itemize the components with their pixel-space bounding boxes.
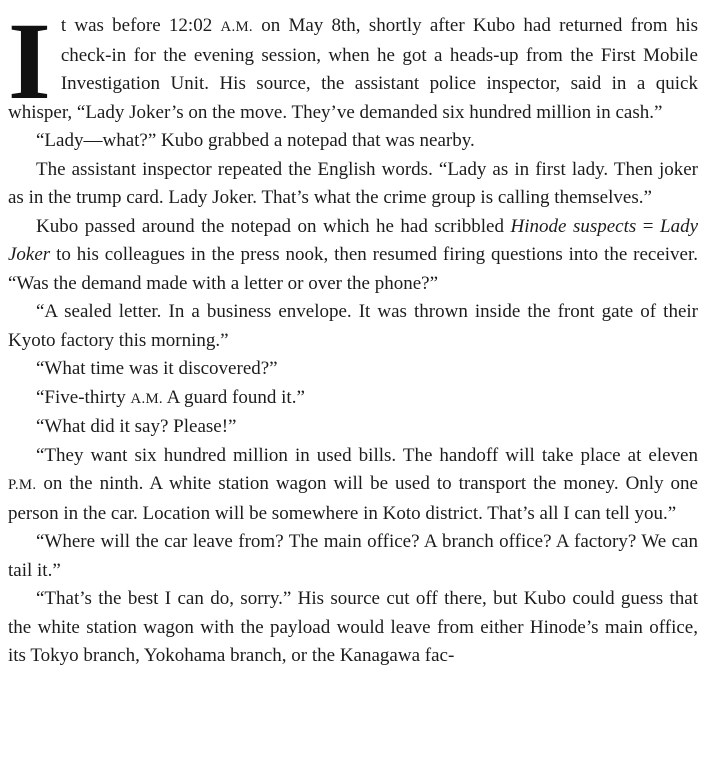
text-run: “Lady—what?” Kubo grabbed a notepad that was nearby. [36, 130, 475, 151]
text-run: on the ninth. A white station wagon will be used to transport the money. Only one person in the car. Location will be somewhere in Koto district. That’s all I can tell you.” [8, 473, 698, 524]
paragraph [8, 127, 698, 156]
italic-text-run: Lady Joker [8, 215, 699, 265]
text-run: A guard found it.” [162, 386, 305, 408]
paragraph [8, 156, 698, 213]
paragraph [8, 384, 698, 414]
paragraph [8, 298, 698, 355]
drop-cap-letter: I [8, 0, 51, 122]
smallcaps-text-run: P.M. [8, 477, 37, 493]
italic-text-run: Hinode suspects [510, 215, 637, 237]
text-run: Kubo passed around the notepad on which he had scribbled [36, 215, 511, 237]
text-run: “Five-thirty [36, 386, 131, 408]
text-run: “A sealed letter. In a business envelope. It was thrown inside the front gate of their Kyoto factory this morning.” [8, 301, 698, 351]
smallcaps-text-run: A.M. [130, 390, 163, 407]
paragraph [8, 213, 698, 299]
text-run: “What did it say? Please!” [36, 416, 237, 437]
text-run: The assistant inspector repeated the English words. “Lady as in first lady. Then joker as in the trump card. Lady Joker. That’s what the crime group is calling themselves.” [8, 158, 698, 208]
text-run: on May 8th, shortly after Kubo had returned from his check-in for the evening session, when he got a heads-up from the First Mobile Investigation Unit. His source, the assistant police inspector, said in a quick whisper, “Lady Joker’s on the move. They’ve demanded six hundred million in cash.” [8, 15, 698, 123]
paragraph [8, 528, 698, 585]
smallcaps-text-run: A.M. [220, 19, 253, 35]
paragraph [8, 355, 698, 384]
text-run: “Where will the car leave from? The main office? A branch office? A factory? We can tail it.” [8, 531, 698, 581]
paragraph [8, 413, 698, 442]
text-run: “What time was it discovered?” [36, 358, 278, 379]
paragraph [8, 585, 698, 671]
text-run: = [636, 215, 661, 237]
text-run: t was before 12:02 [60, 15, 221, 36]
paragraph [8, 442, 698, 529]
text-run: to his colleagues in the press nook, then resumed firing questions into the receiver. “Was the demand made with a letter or over the phone?” [8, 244, 698, 294]
paragraph [8, 0, 698, 127]
text-run: “That’s the best I can do, sorry.” His source cut off there, but Kubo could guess that the white station wagon with the payload would leave from either Hinode’s main office, its Tokyo branch, Yokohama branch, or the Kanagawa fac- [8, 588, 698, 666]
text-run: “They want six hundred million in used bills. The handoff will take place at eleven [36, 444, 698, 466]
